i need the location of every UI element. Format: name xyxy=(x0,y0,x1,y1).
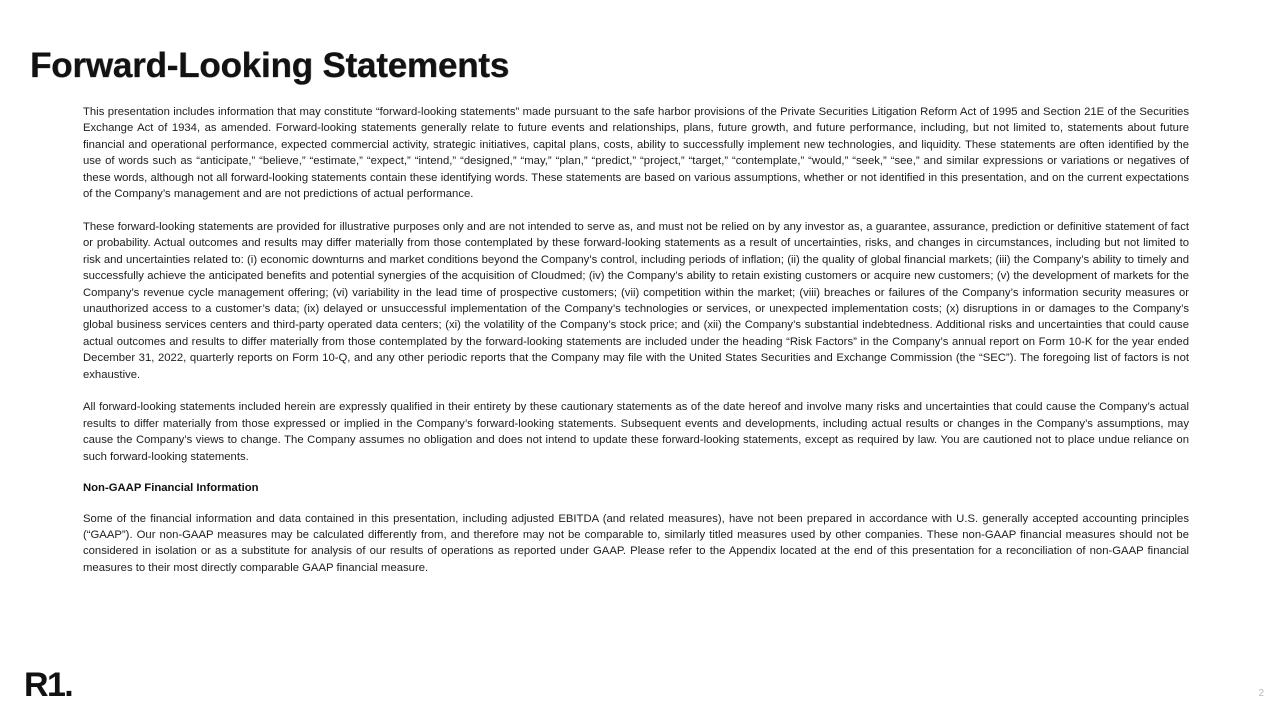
paragraph-risks-and-uncertainties: These forward-looking statements are provided for illustrative purposes only and are not intended to serve as, and must not be relied on by any investor as, a guarantee, assurance, prediction or definitive statement of fact or probability. Actual outcomes and results may differ materially from those contemplated by these forward-looking statements as a result of uncertainties, risks, and changes in circumstances, including but not limited to risk and uncertainties related to: (i) economic downturns and market conditions beyond the Company’s control, including periods of inflation; (ii) the quality of global financial markets; (iii) the Company’s ability to timely and successfully achieve the anticipated benefits and potential synergies of the acquisition of Cloudmed; (iv) the Company’s ability to retain existing customers or acquire new customers; (v) the development of markets for the Company’s revenue cycle management offering; (vi) variability in the lead time of prospective customers; (vii) competition within the market; (viii) breaches or failures of the Company’s information security measures or unauthorized access to a customer’s data; (ix) delayed or unsuccessful implementation of the Company’s technologies or services, or unexpected implementation costs; (x) disruptions in or damages to the Company’s global business services centers and third-party operated data centers; (xi) the volatility of the Company’s stock price; and (xii) the Company’s substantial indebtedness. Additional risks and uncertainties that could cause actual outcomes and results to differ materially from those contemplated by the forward-looking statements are included under the heading “Risk Factors” in the Company’s annual report on Form 10-K for the year ended December 31, 2022, quarterly reports on Form 10-Q, and any other periodic reports that the Company may file with the United States Securities and Exchange Commission (the “SEC”). The foregoing list of factors is not exhaustive. xyxy=(83,220,1189,381)
slide-body xyxy=(83,104,1189,576)
r1-logo: R1. xyxy=(24,666,73,704)
page-title: Forward-Looking Statements xyxy=(30,46,510,85)
page-number: 2 xyxy=(1258,688,1264,699)
non-gaap-heading: Non-GAAP Financial Information xyxy=(83,482,259,495)
paragraph-forward-looking-definition: This presentation includes information that may constitute “forward-looking statements” made pursuant to the safe harbor provisions of the Private Securities Litigation Reform Act of 1995 and Section 21E of the Securities Exchange Act of 1934, as amended. Forward-looking statements generally relate to future events and relationships, plans, future growth, and future performance, including, but not limited to, statements about future financial and operational performance, expected commercial activity, strategic initiatives, capital plans, costs, ability to successfully implement new technologies, and liquidity. These statements are often identified by the use of words such as “anticipate,” “believe,” “estimate,” “expect,” “intend,” “designed,” “may,” “plan,” “predict,” “project,” “target,” “contemplate,” “would,” “seek,” “see,” and similar expressions or variations or negatives of these words, although not all forward-looking statements contain these identifying words. These statements are based on various assumptions, whether or not identified in this presentation, and on the current expectations of the Company’s management and are not predictions of actual performance. xyxy=(83,106,1189,201)
paragraph-non-gaap-information: Some of the financial information and data contained in this presentation, including adjusted EBITDA (and related measures), have not been prepared in accordance with U.S. generally accepted accounting principles (“GAAP”). Our non-GAAP measures may be calculated differently from, and therefore may not be comparable to, similarly titled measures used by other companies. These non-GAAP financial measures should not be considered in isolation or as a substitute for analysis of our results of operations as reported under GAAP. Please refer to the Appendix located at the end of this presentation for a reconciliation of non-GAAP financial measures to their most directly comparable GAAP financial measure. xyxy=(83,512,1189,574)
paragraph-cautionary-qualification: All forward-looking statements included herein are expressly qualified in their entirety by these cautionary statements as of the date hereof and involve many risks and uncertainties that could cause the Company’s actual results to differ materially from those expressed or implied in the Company’s forward-looking statements. Subsequent events and developments, including actual results or changes in the Company’s assumptions, may cause the Company’s views to change. The Company assumes no obligation and does not intend to update these forward-looking statements, except as required by law. You are cautioned not to place undue reliance on such forward-looking statements. xyxy=(83,401,1189,463)
paragraph-spacer xyxy=(83,497,1189,511)
paragraph-spacer xyxy=(83,203,1189,219)
paragraph-spacer xyxy=(83,383,1189,399)
paragraph-spacer xyxy=(83,465,1189,480)
